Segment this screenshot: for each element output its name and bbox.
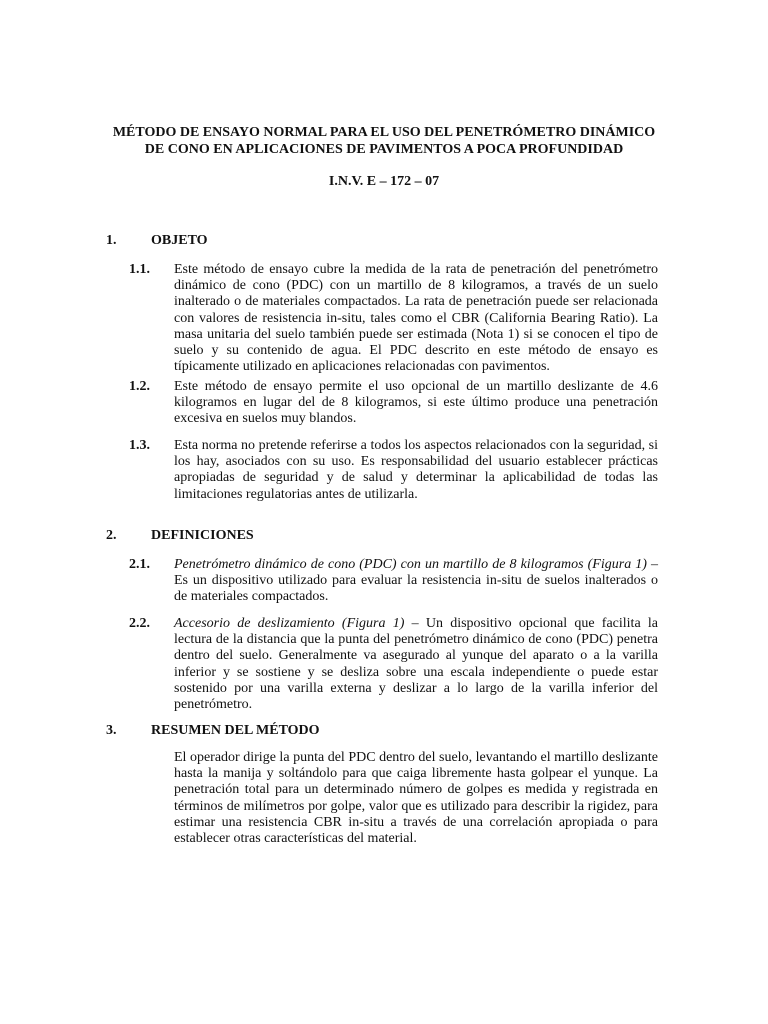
item-1-2-text: Este método de ensayo permite el uso opcional de un martillo deslizante de 4.6 kilogramos en lugar del de 8 kilogramos, si este último produce una penetración excesiva en suelos muy blandos. [174, 379, 658, 427]
item-2-2-text: – Un dispositivo opcional que facilita la lectura de la distancia que la punta del penetrómetro dinámico de cono (PDC) penetra dentro del suelo. Generalmente va asegurado al yunque del aparato o a la varilla inferior y se sostiene y se desliza sobre una escala independiente o puede estar sostenido por una varilla externa y deslizar a lo largo de la varilla inferior del penetrómetro. [174, 616, 659, 713]
item-1-3-number: 1.3. [129, 438, 150, 453]
item-1-3-text: Esta norma no pretende referirse a todos los aspectos relacionados con la seguridad, si los hay, asociados con su uso. Es responsabilidad del usuario establecer prácticas apropiadas de seguridad y de salud y determinar la aplicabilidad de todas las limitaciones regulatorias antes de utilizarla. [174, 438, 658, 502]
item-1-1-number: 1.1. [129, 262, 150, 277]
section-1-title: OBJETO [151, 233, 208, 248]
document-title-line-2: DE CONO EN APLICACIONES DE PAVIMENTOS A POCA PROFUNDIDAD [144, 142, 624, 157]
item-2-1-number: 2.1. [129, 557, 150, 572]
item-2-1-paragraph [174, 557, 658, 606]
item-2-2-number: 2.2. [129, 616, 150, 631]
item-1-2-number: 1.2. [129, 379, 150, 394]
section-3-body: El operador dirige la punta del PDC dentro del suelo, levantando el martillo deslizante hasta la manija y soltándolo para que caiga libremente hasta golpear el yunque. La penetración total para un determinado número de golpes es medida y registrada en términos de milímetros por golpe, valor que es utilizado para describir la rigidez, para estimar una resistencia CBR in-situ a través de una correlación apropiada o para establecer otras características del material. [174, 750, 658, 847]
document-code: I.N.V. E – 172 – 07 [328, 174, 440, 189]
section-3-number: 3. [106, 723, 117, 738]
section-2-number: 2. [106, 528, 117, 543]
section-2-title: DEFINICIONES [151, 528, 254, 543]
item-2-2-term: Accesorio de deslizamiento (Figura 1) [174, 616, 405, 631]
document-title-line-1: MÉTODO DE ENSAYO NORMAL PARA EL USO DEL PENETRÓMETRO DINÁMICO [112, 125, 656, 140]
item-2-2-paragraph [174, 616, 658, 713]
item-1-1-text: Este método de ensayo cubre la medida de la rata de penetración del penetrómetro dinámico de cono (PDC) con un martillo de 8 kilogramos, a través de un suelo inalterado o de materiales compactados. La rata de penetración puede ser relacionada con valores de resistencia in-situ, tales como el CBR (California Bearing Ratio). La masa unitaria del suelo también puede ser estimada (Nota 1) si se conocen el tipo de suelo y su contenido de agua. El PDC descrito en este método de ensayo es típicamente utilizado en aplicaciones relacionadas con pavimentos. [174, 262, 658, 375]
section-3-title: RESUMEN DEL MÉTODO [151, 723, 320, 738]
item-2-1-term: Penetrómetro dinámico de cono (PDC) con un martillo de 8 kilogramos (Figura 1) [174, 557, 647, 572]
section-1-number: 1. [106, 233, 117, 248]
item-2-1-text: – Es un dispositivo utilizado para evaluar la resistencia in-situ de suelos inalterados o de materiales compactados. [174, 557, 659, 605]
